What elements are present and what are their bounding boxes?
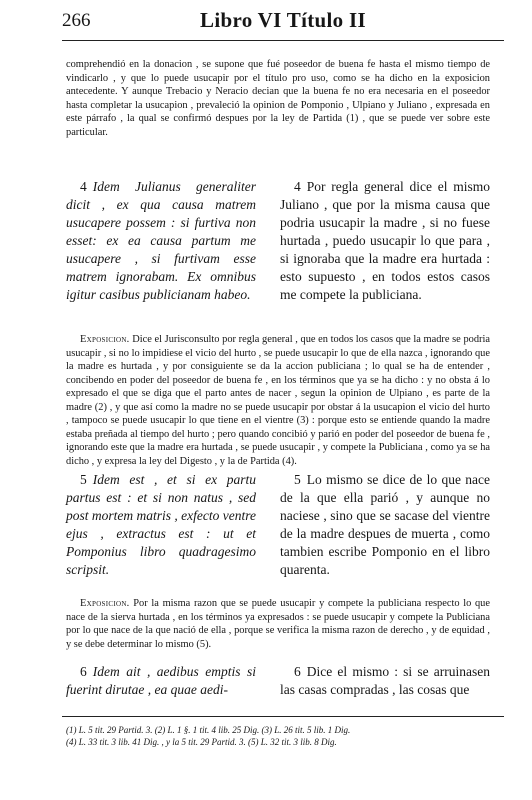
- exposition-2-label: Exposicion.: [80, 598, 130, 610]
- exposition-2-text: Por la misma razon que se puede usucapir y compete la publiciana respecto lo que nace de la sierva hurtada , en los términos ya expresados : se puede usucapir y compete la Publiciana por lo que nace de la que nació de ella , porque se verifica la misma razon de derecho , y de equidad , y se debe determinar lo mismo (5).: [66, 598, 490, 650]
- exposition-1-text: Dice el Jurisconsulto por regla general , que en todos los casos que la madre se podria usucapir , si no lo impidiese el vicio del hurto , se puede usucapir lo que de ella nazca , ignorando que la madre es hurtada , y por consiguiente se da la accion publiciana ; lo qual se ha de entender , concibendo en poder del poseedor de buena fe , en los términos que ya se ha dicho : y no obsta á lo expresado el que se diga que el parto antes de nacer , segun la opinion de Ulpiano , es parte de la madre (2) , y que así como la madre no se puede usucapir por obstar á la usucapion el vicio del hurto , tampoco se puede usucapir lo que tiene en el vientre (3) : porque esto se entiende quando la madre estaba preñada al tiempo del hurto ; pero quando concibió y parió en poder del poseedor de buena fe , ignorando este que la madre era hurtada , se puede usucapir , y compete la Publiciana , como ya se ha dicho , y expresa la ley del Digesto , y la de Partida (4).: [66, 334, 490, 467]
- law-4-number-es: 4: [294, 179, 301, 194]
- law-5: [66, 471, 490, 579]
- law-5-latin: [66, 471, 256, 579]
- law-6-number: 6: [80, 664, 87, 679]
- law-5-number-es: 5: [294, 472, 301, 487]
- law-4-spanish-text: Por regla general dice el mismo Juliano , que por la misma causa que podria usucapir la madre , si no fuese hurtada , puedo usucapir lo que para , si ignoraba que la madre era hurtada : esto supuesto , en todos estos casos me compete la publiciana.: [280, 179, 490, 302]
- law-5-spanish: [280, 471, 490, 579]
- law-6: [66, 663, 490, 703]
- header-rule: [62, 40, 504, 41]
- exposition-1-label: Exposicion.: [80, 334, 130, 346]
- law-4-number: 4: [80, 179, 87, 194]
- exposition-2: [66, 597, 490, 651]
- page-title: Libro VI Título II: [200, 8, 366, 32]
- law-4-spanish: [280, 178, 490, 304]
- law-4-latin-text: Idem Julianus generaliter dicit , ex qua causa matrem usucapere possem : si furtiva non esset: ex ea causa partum me usucapere , si furtivam esse matrem ignorabam. Ex omnibus igitur casibus publicianam habeo.: [66, 179, 256, 302]
- law-4-latin: [66, 178, 256, 304]
- footnotes: [66, 724, 496, 748]
- intro-paragraph: comprehendió en la donacion , se supone que fué poseedor de buena fe hasta el mismo tiempo de vindicarlo , y que lo puede usucapir por el título pro uso, como se ha dicho en la exposicion antecedente. Y aunque Trebacio y Neracio decian que la buena fe no era necesaria en el poseedor hasta completar la usucapion , prevaleció la opinion de Pomponio , Ulpiano y Juliano , expresada en este párrafo , la qual se confirmó despues por la ley de Partida (1) , que se puede ver sobre este particular.: [66, 59, 490, 138]
- footnote-rule: [62, 716, 504, 717]
- exposition-1: [66, 333, 490, 468]
- page-header: [62, 8, 504, 42]
- law-5-number: 5: [80, 472, 87, 487]
- footnote-line-1: (1) L. 5 tit. 29 Partid. 3. (2) L. 1 §. 1 tit. 4 lib. 25 Dig. (3) L. 26 tit. 5 lib. 1 Dig.: [66, 725, 351, 735]
- law-6-number-es: 6: [294, 664, 301, 679]
- law-5-spanish-text: Lo mismo se dice de lo que nace de la que ella parió , y aunque no naciese , sino que se sacase del vientre de la madre despues de muerta , como tambien escribe Pomponio en el libro quarenta.: [280, 472, 490, 577]
- page-number: 266: [62, 10, 91, 31]
- law-6-spanish: [280, 663, 490, 699]
- law-6-spanish-text: Dice el mismo : si se arruinasen las casas compradas , las cosas que: [280, 664, 490, 697]
- law-5-latin-text: Idem est , et si ex partu partus est : et si non natus , sed post mortem matris , exfecto ventre ejus , extractus est : ut et Pomponius libro quadragesimo scripsit.: [66, 472, 256, 577]
- law-6-latin-text: Idem ait , aedibus emptis si fuerint dirutae , ea quae aedi-: [66, 664, 256, 697]
- law-6-latin: [66, 663, 256, 699]
- law-4: [66, 178, 490, 316]
- footnote-line-2: (4) L. 33 tit. 3 lib. 41 Dig. , y la 5 tit. 29 Partid. 3. (5) L. 32 tit. 3 lib. 8 Dig.: [66, 737, 337, 747]
